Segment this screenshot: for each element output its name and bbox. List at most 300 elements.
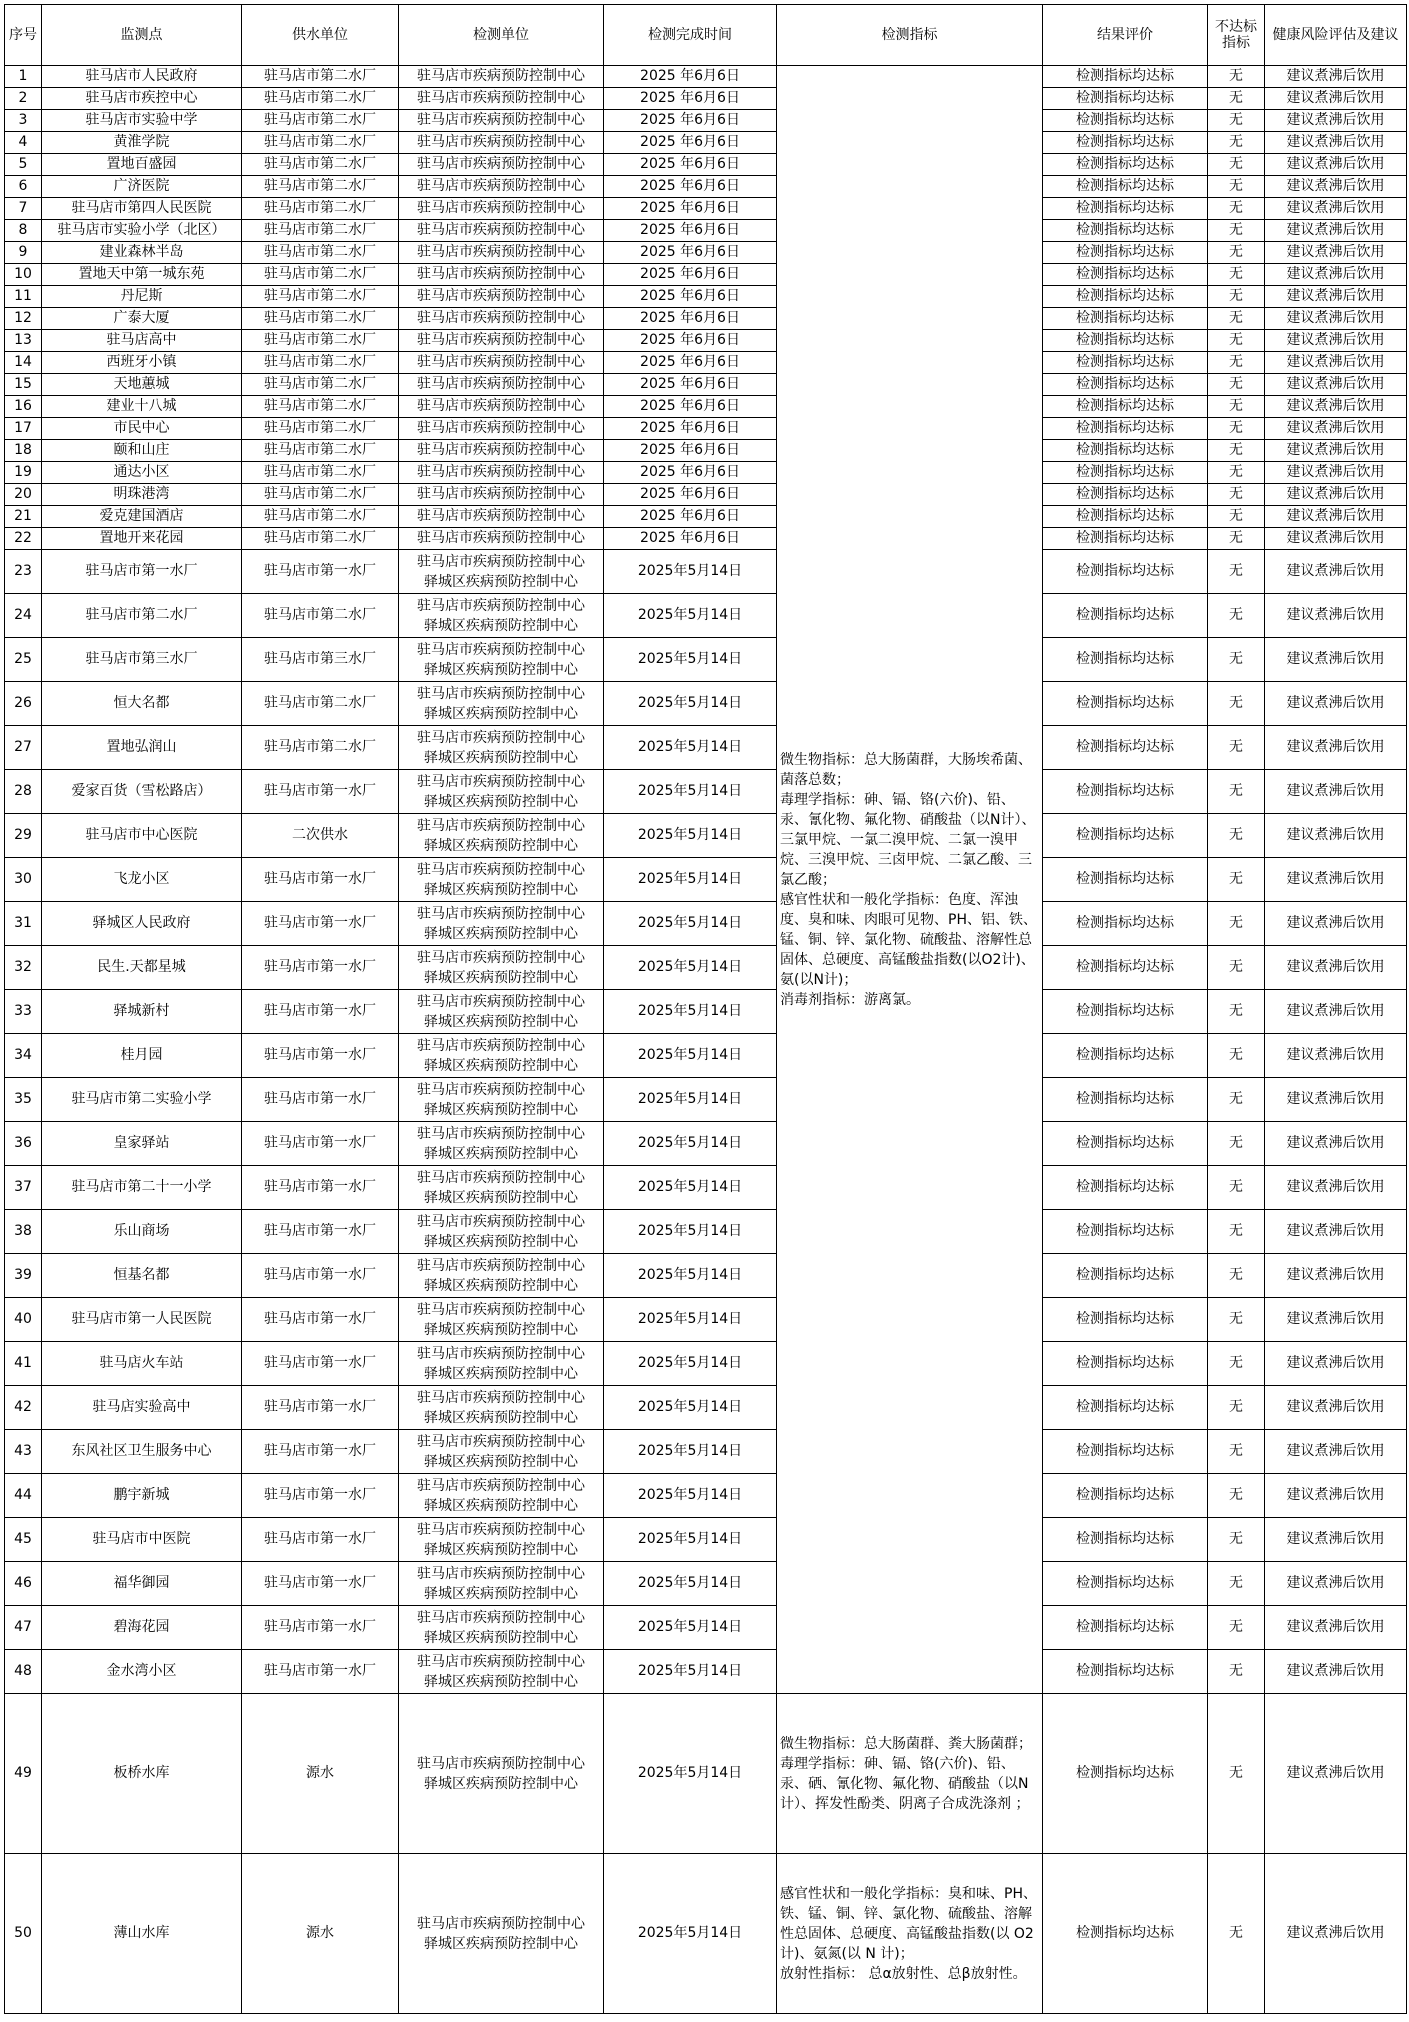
lab-name: 驿城区疾病预防控制中心 bbox=[424, 969, 578, 986]
completion-date: 2025年5月14日 bbox=[604, 550, 777, 594]
site-name: 乐山商场 bbox=[42, 1210, 242, 1254]
health-advice: 建议煮沸后饮用 bbox=[1265, 770, 1407, 814]
lab-name: 驿城区疾病预防控制中心 bbox=[424, 925, 578, 942]
site-name: 皇家驿站 bbox=[42, 1122, 242, 1166]
table-row bbox=[5, 1210, 1407, 1254]
site-name: 驻马店市第一人民医院 bbox=[42, 1298, 242, 1342]
table-row bbox=[5, 858, 1407, 902]
lab-name: 驿城区疾病预防控制中心 bbox=[424, 1453, 578, 1470]
lab-cell bbox=[399, 902, 604, 946]
failed-indicator: 无 bbox=[1208, 1254, 1265, 1298]
site-name: 爱克建国酒店 bbox=[42, 506, 242, 528]
row-number: 12 bbox=[5, 308, 42, 330]
row-number: 39 bbox=[5, 1254, 42, 1298]
failed-indicator: 无 bbox=[1208, 726, 1265, 770]
result-evaluation: 检测指标均达标 bbox=[1043, 418, 1208, 440]
site-name: 驻马店实验高中 bbox=[42, 1386, 242, 1430]
site-name: 驻马店市人民政府 bbox=[42, 66, 242, 88]
lab-cell bbox=[399, 154, 604, 176]
lab-name: 驻马店市疾病预防控制中心 bbox=[417, 1213, 585, 1230]
site-name: 置地弘润山 bbox=[42, 726, 242, 770]
header-site: 监测点 bbox=[42, 5, 242, 66]
failed-indicator: 无 bbox=[1208, 1650, 1265, 1694]
result-evaluation: 检测指标均达标 bbox=[1043, 1210, 1208, 1254]
completion-date: 2025 年6月6日 bbox=[604, 506, 777, 528]
failed-indicator: 无 bbox=[1208, 330, 1265, 352]
lab-name: 驿城区疾病预防控制中心 bbox=[424, 1101, 578, 1118]
lab-name: 驻马店市疾病预防控制中心 bbox=[417, 1521, 585, 1538]
lab-name: 驿城区疾病预防控制中心 bbox=[424, 1497, 578, 1514]
lab-name: 驿城区疾病预防控制中心 bbox=[424, 1629, 578, 1646]
result-evaluation: 检测指标均达标 bbox=[1043, 374, 1208, 396]
lab-cell bbox=[399, 946, 604, 990]
lab-cell bbox=[399, 1298, 604, 1342]
site-name: 薄山水库 bbox=[42, 1854, 242, 2014]
row-number: 33 bbox=[5, 990, 42, 1034]
completion-date: 2025 年6月6日 bbox=[604, 286, 777, 308]
result-evaluation: 检测指标均达标 bbox=[1043, 902, 1208, 946]
table-row bbox=[5, 638, 1407, 682]
result-evaluation: 检测指标均达标 bbox=[1043, 352, 1208, 374]
row-number: 13 bbox=[5, 330, 42, 352]
site-name: 置地百盛园 bbox=[42, 154, 242, 176]
result-evaluation: 检测指标均达标 bbox=[1043, 726, 1208, 770]
lab-name: 驻马店市疾病预防控制中心 bbox=[417, 332, 585, 349]
result-evaluation: 检测指标均达标 bbox=[1043, 1694, 1208, 1854]
table-row bbox=[5, 506, 1407, 528]
lab-name: 驻马店市疾病预防控制中心 bbox=[417, 200, 585, 217]
header-fail: 不达标指标 bbox=[1208, 5, 1265, 66]
result-evaluation: 检测指标均达标 bbox=[1043, 858, 1208, 902]
completion-date: 2025年5月14日 bbox=[604, 1386, 777, 1430]
site-name: 驻马店市疾控中心 bbox=[42, 88, 242, 110]
lab-name: 驻马店市疾病预防控制中心 bbox=[417, 1257, 585, 1274]
row-number: 3 bbox=[5, 110, 42, 132]
supplier-name: 驻马店市第一水厂 bbox=[242, 946, 399, 990]
result-evaluation: 检测指标均达标 bbox=[1043, 682, 1208, 726]
failed-indicator: 无 bbox=[1208, 858, 1265, 902]
completion-date: 2025年5月14日 bbox=[604, 770, 777, 814]
result-evaluation: 检测指标均达标 bbox=[1043, 1078, 1208, 1122]
header-no: 序号 bbox=[5, 5, 42, 66]
lab-cell bbox=[399, 726, 604, 770]
result-evaluation: 检测指标均达标 bbox=[1043, 1430, 1208, 1474]
completion-date: 2025年5月14日 bbox=[604, 1254, 777, 1298]
health-advice: 建议煮沸后饮用 bbox=[1265, 1562, 1407, 1606]
lab-name: 驻马店市疾病预防控制中心 bbox=[417, 156, 585, 173]
health-advice: 建议煮沸后饮用 bbox=[1265, 484, 1407, 506]
supplier-name: 驻马店市第一水厂 bbox=[242, 550, 399, 594]
lab-name: 驻马店市疾病预防控制中心 bbox=[417, 597, 585, 614]
lab-name: 驻马店市疾病预防控制中心 bbox=[417, 1169, 585, 1186]
result-evaluation: 检测指标均达标 bbox=[1043, 528, 1208, 550]
row-number: 38 bbox=[5, 1210, 42, 1254]
lab-name: 驻马店市疾病预防控制中心 bbox=[417, 222, 585, 239]
completion-date: 2025年5月14日 bbox=[604, 1474, 777, 1518]
result-evaluation: 检测指标均达标 bbox=[1043, 1854, 1208, 2014]
row-number: 25 bbox=[5, 638, 42, 682]
indicator-line: 微生物指标：总大肠菌群，大肠埃希菌、菌落总数； bbox=[780, 751, 1032, 788]
table-row bbox=[5, 462, 1407, 484]
site-name: 金水湾小区 bbox=[42, 1650, 242, 1694]
lab-name: 驻马店市疾病预防控制中心 bbox=[417, 861, 585, 878]
health-advice: 建议煮沸后饮用 bbox=[1265, 132, 1407, 154]
supplier-name: 驻马店市第二水厂 bbox=[242, 176, 399, 198]
failed-indicator: 无 bbox=[1208, 264, 1265, 286]
lab-name: 驻马店市疾病预防控制中心 bbox=[417, 530, 585, 547]
indicator-line: 感官性状和一般化学指标：色度、浑浊度、臭和味、肉眼可见物、PH、铝、铁、锰、铜、锌、氯化物、硫酸盐、溶解性总固体、总硬度、高锰酸盐指数(以O2计)、氨(以N计)； bbox=[780, 891, 1037, 988]
supplier-name: 驻马店市第二水厂 bbox=[242, 506, 399, 528]
lab-cell bbox=[399, 1034, 604, 1078]
row-number: 37 bbox=[5, 1166, 42, 1210]
lab-cell bbox=[399, 1342, 604, 1386]
row-number: 32 bbox=[5, 946, 42, 990]
completion-date: 2025年5月14日 bbox=[604, 1034, 777, 1078]
completion-date: 2025年5月14日 bbox=[604, 1694, 777, 1854]
lab-name: 驻马店市疾病预防控制中心 bbox=[417, 398, 585, 415]
result-evaluation: 检测指标均达标 bbox=[1043, 1298, 1208, 1342]
health-advice: 建议煮沸后饮用 bbox=[1265, 264, 1407, 286]
failed-indicator: 无 bbox=[1208, 1342, 1265, 1386]
row-number: 40 bbox=[5, 1298, 42, 1342]
lab-cell bbox=[399, 1210, 604, 1254]
supplier-name: 驻马店市第一水厂 bbox=[242, 1210, 399, 1254]
completion-date: 2025年5月14日 bbox=[604, 1078, 777, 1122]
lab-name: 驻马店市疾病预防控制中心 bbox=[417, 442, 585, 459]
lab-cell bbox=[399, 1122, 604, 1166]
lab-name: 驻马店市疾病预防控制中心 bbox=[417, 178, 585, 195]
row-number: 30 bbox=[5, 858, 42, 902]
row-number: 9 bbox=[5, 242, 42, 264]
row-number: 46 bbox=[5, 1562, 42, 1606]
lab-cell bbox=[399, 66, 604, 88]
lab-name: 驿城区疾病预防控制中心 bbox=[424, 1935, 578, 1952]
row-number: 24 bbox=[5, 594, 42, 638]
table-row bbox=[5, 132, 1407, 154]
lab-name: 驻马店市疾病预防控制中心 bbox=[417, 1653, 585, 1670]
row-number: 47 bbox=[5, 1606, 42, 1650]
table-row bbox=[5, 198, 1407, 220]
health-advice: 建议煮沸后饮用 bbox=[1265, 286, 1407, 308]
completion-date: 2025年5月14日 bbox=[604, 1430, 777, 1474]
health-advice: 建议煮沸后饮用 bbox=[1265, 242, 1407, 264]
failed-indicator: 无 bbox=[1208, 902, 1265, 946]
table-row bbox=[5, 1122, 1407, 1166]
row-number: 18 bbox=[5, 440, 42, 462]
table-row bbox=[5, 110, 1407, 132]
failed-indicator: 无 bbox=[1208, 1854, 1265, 2014]
site-name: 驻马店市中心医院 bbox=[42, 814, 242, 858]
supplier-name: 驻马店市第一水厂 bbox=[242, 1430, 399, 1474]
result-evaluation: 检测指标均达标 bbox=[1043, 1166, 1208, 1210]
result-evaluation: 检测指标均达标 bbox=[1043, 990, 1208, 1034]
lab-cell bbox=[399, 1254, 604, 1298]
completion-date: 2025年5月14日 bbox=[604, 1562, 777, 1606]
failed-indicator: 无 bbox=[1208, 1298, 1265, 1342]
table-row bbox=[5, 902, 1407, 946]
health-advice: 建议煮沸后饮用 bbox=[1265, 528, 1407, 550]
health-advice: 建议煮沸后饮用 bbox=[1265, 440, 1407, 462]
completion-date: 2025 年6月6日 bbox=[604, 352, 777, 374]
health-advice: 建议煮沸后饮用 bbox=[1265, 814, 1407, 858]
table-row bbox=[5, 814, 1407, 858]
lab-name: 驿城区疾病预防控制中心 bbox=[424, 1321, 578, 1338]
table-row bbox=[5, 1298, 1407, 1342]
failed-indicator: 无 bbox=[1208, 1606, 1265, 1650]
table-row bbox=[5, 286, 1407, 308]
indicator-line: 毒理学指标：砷、镉、铬(六价)、铅、汞、硒、氰化物、氟化物、硝酸盐（以N 计）、挥发性酚类、阴离子合成洗涤剂 ； bbox=[780, 1755, 1030, 1812]
supplier-name: 驻马店市第一水厂 bbox=[242, 858, 399, 902]
supplier-name: 驻马店市第二水厂 bbox=[242, 462, 399, 484]
site-name: 福华御园 bbox=[42, 1562, 242, 1606]
lab-name: 驿城区疾病预防控制中心 bbox=[424, 1775, 578, 1792]
health-advice: 建议煮沸后饮用 bbox=[1265, 902, 1407, 946]
completion-date: 2025 年6月6日 bbox=[604, 374, 777, 396]
failed-indicator: 无 bbox=[1208, 1474, 1265, 1518]
row-number: 48 bbox=[5, 1650, 42, 1694]
supplier-name: 驻马店市第一水厂 bbox=[242, 1166, 399, 1210]
row-number: 19 bbox=[5, 462, 42, 484]
site-name: 建业森林半岛 bbox=[42, 242, 242, 264]
lab-name: 驿城区疾病预防控制中心 bbox=[424, 661, 578, 678]
lab-cell bbox=[399, 1474, 604, 1518]
lab-name: 驻马店市疾病预防控制中心 bbox=[417, 1081, 585, 1098]
result-evaluation: 检测指标均达标 bbox=[1043, 242, 1208, 264]
completion-date: 2025 年6月6日 bbox=[604, 462, 777, 484]
health-advice: 建议煮沸后饮用 bbox=[1265, 198, 1407, 220]
failed-indicator: 无 bbox=[1208, 88, 1265, 110]
completion-date: 2025 年6月6日 bbox=[604, 484, 777, 506]
site-name: 鹏宇新城 bbox=[42, 1474, 242, 1518]
result-evaluation: 检测指标均达标 bbox=[1043, 286, 1208, 308]
lab-cell bbox=[399, 1854, 604, 2014]
lab-name: 驻马店市疾病预防控制中心 bbox=[417, 376, 585, 393]
table-row bbox=[5, 1518, 1407, 1562]
health-advice: 建议煮沸后饮用 bbox=[1265, 1474, 1407, 1518]
indicator-line: 放射性指标： 总α放射性、总β放射性。 bbox=[780, 1965, 1027, 1982]
failed-indicator: 无 bbox=[1208, 220, 1265, 242]
failed-indicator: 无 bbox=[1208, 462, 1265, 484]
supplier-name: 驻马店市第二水厂 bbox=[242, 88, 399, 110]
completion-date: 2025 年6月6日 bbox=[604, 132, 777, 154]
table-row bbox=[5, 1474, 1407, 1518]
completion-date: 2025年5月14日 bbox=[604, 638, 777, 682]
table-row bbox=[5, 352, 1407, 374]
site-name: 驻马店市实验中学 bbox=[42, 110, 242, 132]
supplier-name: 驻马店市第二水厂 bbox=[242, 132, 399, 154]
lab-cell bbox=[399, 1386, 604, 1430]
water-quality-table bbox=[4, 4, 1407, 2014]
health-advice: 建议煮沸后饮用 bbox=[1265, 396, 1407, 418]
health-advice: 建议煮沸后饮用 bbox=[1265, 1386, 1407, 1430]
row-number: 20 bbox=[5, 484, 42, 506]
header-lab: 检测单位 bbox=[399, 5, 604, 66]
site-name: 驻马店高中 bbox=[42, 330, 242, 352]
result-evaluation: 检测指标均达标 bbox=[1043, 1474, 1208, 1518]
result-evaluation: 检测指标均达标 bbox=[1043, 506, 1208, 528]
site-name: 置地天中第一城东苑 bbox=[42, 264, 242, 286]
lab-name: 驿城区疾病预防控制中心 bbox=[424, 617, 578, 634]
lab-name: 驻马店市疾病预防控制中心 bbox=[417, 1301, 585, 1318]
supplier-name: 驻马店市第二水厂 bbox=[242, 352, 399, 374]
lab-cell bbox=[399, 132, 604, 154]
indicators-cell bbox=[777, 1854, 1043, 2014]
site-name: 驿城新村 bbox=[42, 990, 242, 1034]
lab-cell bbox=[399, 990, 604, 1034]
lab-name: 驻马店市疾病预防控制中心 bbox=[417, 773, 585, 790]
indicator-line: 感官性状和一般化学指标：臭和味、PH、铁、锰、铜、锌、氯化物、硫酸盐、溶解性总固体、总硬度、高锰酸盐指数(以 O2 计)、氨氮(以 N 计)； bbox=[780, 1885, 1037, 1962]
lab-cell bbox=[399, 418, 604, 440]
site-name: 驻马店市第二十一小学 bbox=[42, 1166, 242, 1210]
completion-date: 2025年5月14日 bbox=[604, 1210, 777, 1254]
health-advice: 建议煮沸后饮用 bbox=[1265, 1298, 1407, 1342]
header-date: 检测完成时间 bbox=[604, 5, 777, 66]
site-name: 天地蕙城 bbox=[42, 374, 242, 396]
lab-name: 驿城区疾病预防控制中心 bbox=[424, 837, 578, 854]
completion-date: 2025 年6月6日 bbox=[604, 154, 777, 176]
health-advice: 建议煮沸后饮用 bbox=[1265, 682, 1407, 726]
completion-date: 2025年5月14日 bbox=[604, 946, 777, 990]
lab-cell bbox=[399, 374, 604, 396]
result-evaluation: 检测指标均达标 bbox=[1043, 396, 1208, 418]
completion-date: 2025年5月14日 bbox=[604, 990, 777, 1034]
completion-date: 2025 年6月6日 bbox=[604, 176, 777, 198]
health-advice: 建议煮沸后饮用 bbox=[1265, 176, 1407, 198]
site-name: 桂月园 bbox=[42, 1034, 242, 1078]
completion-date: 2025年5月14日 bbox=[604, 814, 777, 858]
lab-name: 驻马店市疾病预防控制中心 bbox=[417, 1915, 585, 1932]
supplier-name: 驻马店市第二水厂 bbox=[242, 418, 399, 440]
site-name: 广济医院 bbox=[42, 176, 242, 198]
lab-cell bbox=[399, 528, 604, 550]
result-evaluation: 检测指标均达标 bbox=[1043, 1386, 1208, 1430]
completion-date: 2025 年6月6日 bbox=[604, 396, 777, 418]
lab-name: 驿城区疾病预防控制中心 bbox=[424, 1409, 578, 1426]
lab-name: 驻马店市疾病预防控制中心 bbox=[417, 1345, 585, 1362]
lab-name: 驻马店市疾病预防控制中心 bbox=[417, 553, 585, 570]
row-number: 6 bbox=[5, 176, 42, 198]
failed-indicator: 无 bbox=[1208, 682, 1265, 726]
completion-date: 2025 年6月6日 bbox=[604, 242, 777, 264]
site-name: 碧海花园 bbox=[42, 1606, 242, 1650]
supplier-name: 驻马店市第一水厂 bbox=[242, 1650, 399, 1694]
result-evaluation: 检测指标均达标 bbox=[1043, 1034, 1208, 1078]
failed-indicator: 无 bbox=[1208, 770, 1265, 814]
supplier-name: 驻马店市第二水厂 bbox=[242, 154, 399, 176]
health-advice: 建议煮沸后饮用 bbox=[1265, 1854, 1407, 2014]
completion-date: 2025年5月14日 bbox=[604, 726, 777, 770]
row-number: 35 bbox=[5, 1078, 42, 1122]
health-advice: 建议煮沸后饮用 bbox=[1265, 638, 1407, 682]
header-indicators: 检测指标 bbox=[777, 5, 1043, 66]
supplier-name: 驻马店市第一水厂 bbox=[242, 1298, 399, 1342]
site-name: 民生.天都星城 bbox=[42, 946, 242, 990]
result-evaluation: 检测指标均达标 bbox=[1043, 594, 1208, 638]
completion-date: 2025 年6月6日 bbox=[604, 264, 777, 286]
table-row bbox=[5, 1078, 1407, 1122]
result-evaluation: 检测指标均达标 bbox=[1043, 814, 1208, 858]
failed-indicator: 无 bbox=[1208, 286, 1265, 308]
completion-date: 2025年5月14日 bbox=[604, 594, 777, 638]
completion-date: 2025年5月14日 bbox=[604, 1650, 777, 1694]
supplier-name: 源水 bbox=[242, 1694, 399, 1854]
supplier-name: 驻马店市第二水厂 bbox=[242, 682, 399, 726]
supplier-name: 驻马店市第一水厂 bbox=[242, 1122, 399, 1166]
row-number: 15 bbox=[5, 374, 42, 396]
header-advice: 健康风险评估及建议 bbox=[1265, 5, 1407, 66]
table-row bbox=[5, 66, 1407, 88]
failed-indicator: 无 bbox=[1208, 1210, 1265, 1254]
table-row bbox=[5, 88, 1407, 110]
lab-name: 驿城区疾病预防控制中心 bbox=[424, 1585, 578, 1602]
health-advice: 建议煮沸后饮用 bbox=[1265, 506, 1407, 528]
indicator-line: 毒理学指标：砷、镉、铬(六价)、铅、汞、氰化物、氟化物、硝酸盐（以N计）、三氯甲烷、一氯二溴甲烷、二氯一溴甲烷、三溴甲烷、三卤甲烷、二氯乙酸、三氯乙酸； bbox=[780, 791, 1036, 888]
site-name: 驻马店市第三水厂 bbox=[42, 638, 242, 682]
lab-cell bbox=[399, 550, 604, 594]
lab-name: 驿城区疾病预防控制中心 bbox=[424, 1233, 578, 1250]
result-evaluation: 检测指标均达标 bbox=[1043, 1650, 1208, 1694]
site-name: 飞龙小区 bbox=[42, 858, 242, 902]
health-advice: 建议煮沸后饮用 bbox=[1265, 1210, 1407, 1254]
table-row bbox=[5, 396, 1407, 418]
health-advice: 建议煮沸后饮用 bbox=[1265, 220, 1407, 242]
table-row bbox=[5, 242, 1407, 264]
lab-name: 驻马店市疾病预防控制中心 bbox=[417, 1037, 585, 1054]
lab-name: 驿城区疾病预防控制中心 bbox=[424, 1365, 578, 1382]
lab-name: 驻马店市疾病预防控制中心 bbox=[417, 685, 585, 702]
health-advice: 建议煮沸后饮用 bbox=[1265, 330, 1407, 352]
indicator-line: 微生物指标：总大肠菌群、粪大肠菌群； bbox=[780, 1735, 1032, 1752]
health-advice: 建议煮沸后饮用 bbox=[1265, 946, 1407, 990]
lab-name: 驻马店市疾病预防控制中心 bbox=[417, 641, 585, 658]
lab-cell bbox=[399, 242, 604, 264]
completion-date: 2025年5月14日 bbox=[604, 1298, 777, 1342]
row-number: 44 bbox=[5, 1474, 42, 1518]
health-advice: 建议煮沸后饮用 bbox=[1265, 374, 1407, 396]
row-number: 29 bbox=[5, 814, 42, 858]
row-number: 17 bbox=[5, 418, 42, 440]
result-evaluation: 检测指标均达标 bbox=[1043, 1606, 1208, 1650]
row-number: 43 bbox=[5, 1430, 42, 1474]
lab-name: 驻马店市疾病预防控制中心 bbox=[417, 1389, 585, 1406]
table-row bbox=[5, 1694, 1407, 1854]
health-advice: 建议煮沸后饮用 bbox=[1265, 418, 1407, 440]
completion-date: 2025年5月14日 bbox=[604, 858, 777, 902]
completion-date: 2025 年6月6日 bbox=[604, 440, 777, 462]
supplier-name: 驻马店市第一水厂 bbox=[242, 1034, 399, 1078]
health-advice: 建议煮沸后饮用 bbox=[1265, 66, 1407, 88]
health-advice: 建议煮沸后饮用 bbox=[1265, 1518, 1407, 1562]
site-name: 驻马店市第二实验小学 bbox=[42, 1078, 242, 1122]
completion-date: 2025 年6月6日 bbox=[604, 308, 777, 330]
table-row bbox=[5, 264, 1407, 286]
lab-cell bbox=[399, 770, 604, 814]
site-name: 东风社区卫生服务中心 bbox=[42, 1430, 242, 1474]
failed-indicator: 无 bbox=[1208, 1386, 1265, 1430]
lab-name: 驻马店市疾病预防控制中心 bbox=[417, 905, 585, 922]
row-number: 23 bbox=[5, 550, 42, 594]
lab-name: 驻马店市疾病预防控制中心 bbox=[417, 354, 585, 371]
table-row bbox=[5, 440, 1407, 462]
completion-date: 2025 年6月6日 bbox=[604, 330, 777, 352]
lab-cell bbox=[399, 308, 604, 330]
failed-indicator: 无 bbox=[1208, 1034, 1265, 1078]
site-name: 西班牙小镇 bbox=[42, 352, 242, 374]
supplier-name: 驻马店市第二水厂 bbox=[242, 330, 399, 352]
indicators-cell bbox=[777, 1694, 1043, 1854]
lab-cell bbox=[399, 330, 604, 352]
table-row bbox=[5, 1034, 1407, 1078]
